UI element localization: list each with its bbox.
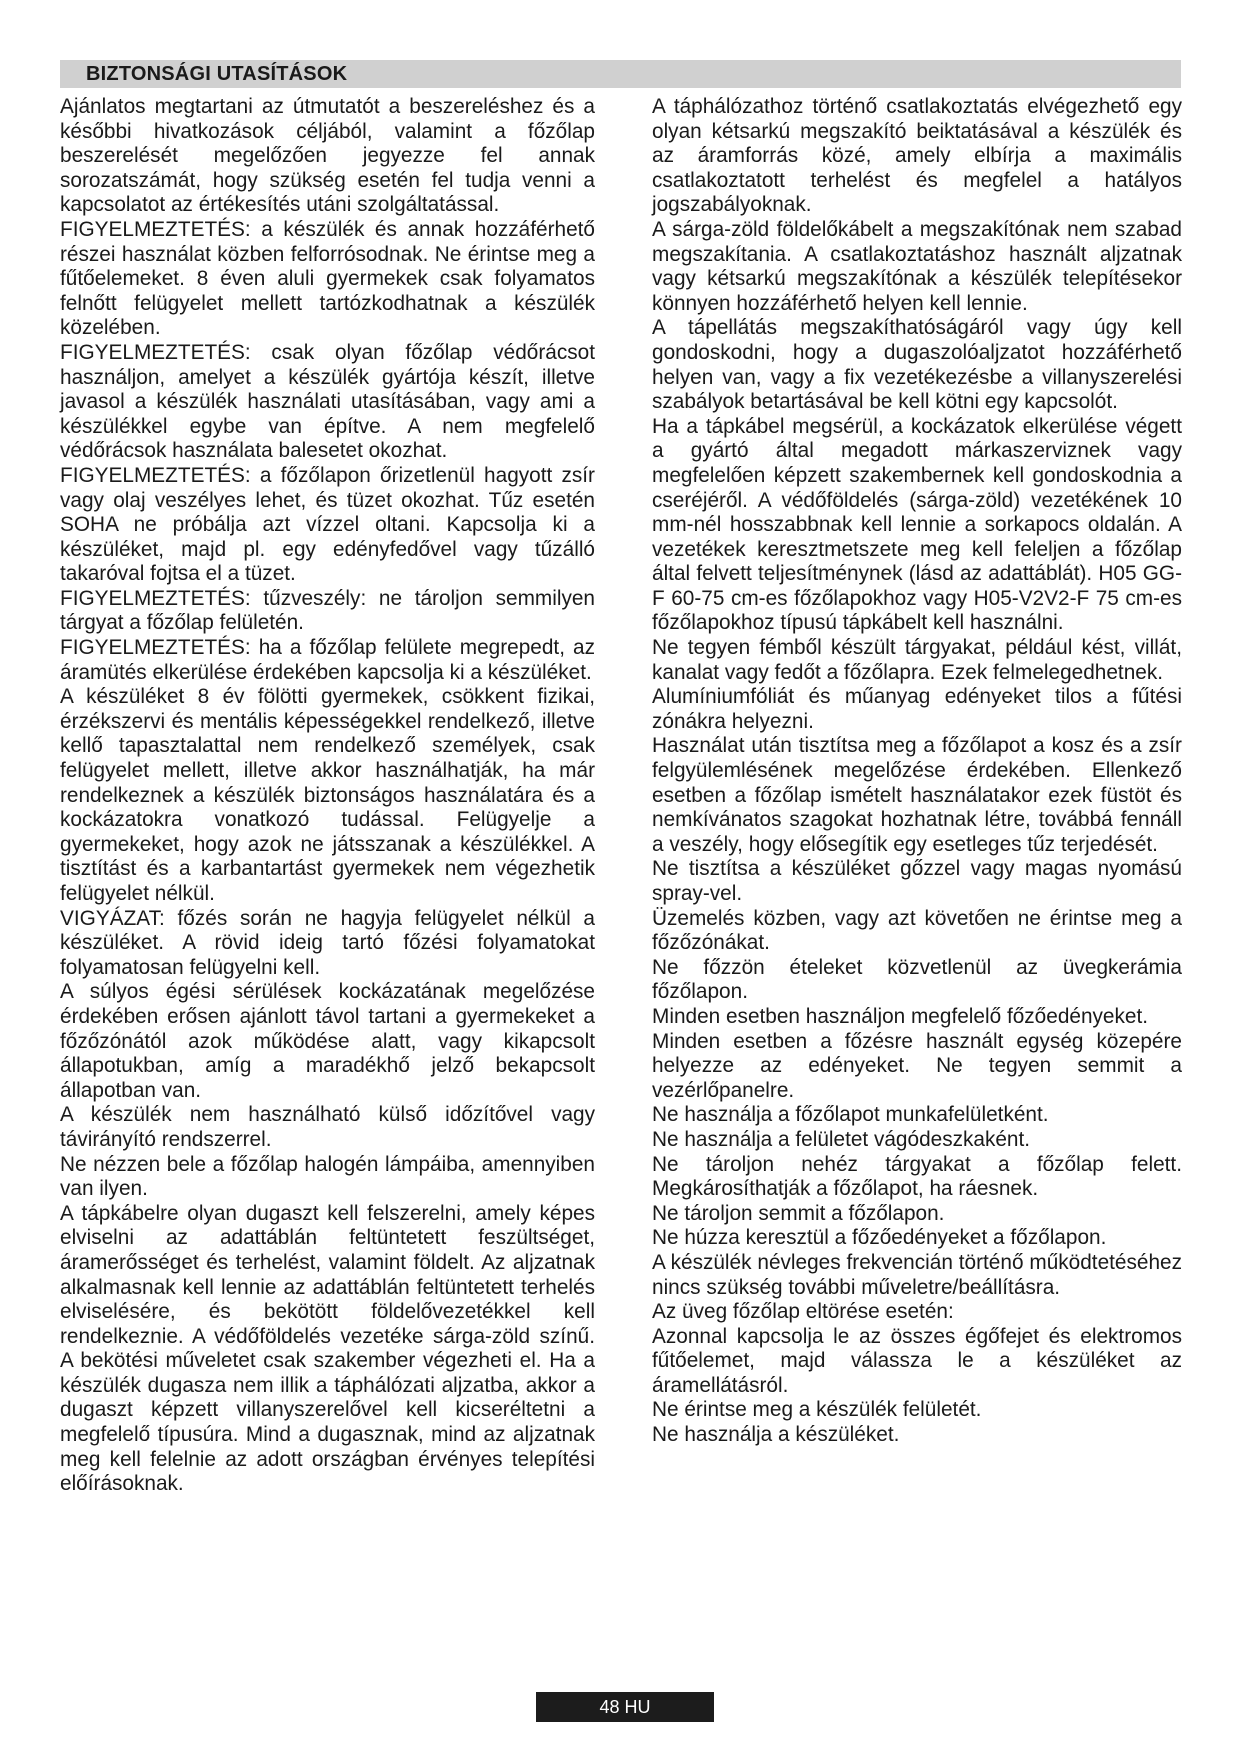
paragraph: FIGYELMEZTETÉS: a készülék és annak hozzáférhető részei használat közben felforrósodnak. Ne érintse meg a fűtőelemeket. 8 éven aluli gyermekek csak folyamatos felnőtt felügyelet mellett tartózkodhatnak a készülék közelében. — [60, 217, 595, 340]
left-column — [60, 95, 595, 1497]
paragraph: FIGYELMEZTETÉS: ha a főzőlap felülete megrepedt, az áramütés elkerülése érdekében kapcsolja ki a készüléket. — [60, 636, 595, 684]
paragraph: Ne használja a főzőlapot munkafelületként. — [652, 1103, 1049, 1127]
paragraph: A készüléket 8 év fölötti gyermekek, csökkent fizikai, érzékszervi és mentális képességekkel rendelkező, illetve kellő tapasztalattal nem rendelkező személyek, csak felügyelet mellett, illetve akkor használhatják, ha már rendelkeznek a készülék biztonságos használatára és a kockázatokra vonatkozó tudással. Felügyelje a gyermekeket, hogy azok ne játsszanak a készülékkel. A tisztítást és a karbantartást gyermekek nem végezhetik felügyelet nélkül. — [60, 685, 595, 905]
paragraph: A tápkábelre olyan dugaszt kell felszerelni, amely képes elviselni az adattáblán feltüntetett feszültséget, áramerősséget és terhelést, valamint földelt. Az aljzatnak alkalmasnak kell lennie az adattáblán feltüntetett terhelés elviselésére, és bekötött földelővezetékkel kell rendelkeznie. A védőföldelés vezetéke sárga-zöld színű. A bekötési műveletet csak szakember végezheti el. Ha a készülék dugasza nem illik a táphálózati aljzatba, akkor a dugaszt képzett villanyszerelővel kell kicseréltetni a megfelelő típusúra. Mind a dugasznak, mind az aljzatnak meg kell felelnie az adott országban érvényes telepítési előírásoknak. — [60, 1201, 595, 1496]
paragraph: Ne tegyen fémből készült tárgyakat, például kést, villát, kanalat vagy fedőt a főzőlapra. Ezek felmelegedhetnek. — [652, 636, 1182, 684]
page-number: 48 HU — [599, 1697, 651, 1717]
paragraph: Ne húzza keresztül a főzőedényeket a főzőlapon. — [652, 1226, 1107, 1250]
paragraph: A tápellátás megszakíthatóságáról vagy úgy kell gondoskodni, hogy a dugaszolóaljzatot hozzáférhető helyen van, vagy a fix vezetékezésbe a villanyszerelési szabályok betartásával be kell kötni egy kapcsolót. — [652, 316, 1182, 414]
paragraph: Üzemelés közben, vagy azt követően ne érintse meg a főzőzónákat. — [652, 906, 1182, 955]
paragraph: A sárga-zöld földelőkábelt a megszakítónak nem szabad megszakítania. A csatlakoztatáshoz használt aljzatnak vagy kétsarkú megszakítónak a készülék telepítésekor könnyen hozzáférhető helyen kell lennie. — [652, 217, 1182, 315]
section-header-bar — [60, 60, 1181, 88]
paragraph: FIGYELMEZTETÉS: a főzőlapon őrizetlenül hagyott zsír vagy olaj veszélyes lehet, és tüzet okozhat. Tűz esetén SOHA ne próbálja azt vízzel oltani. Kapcsolja ki a készüléket, majd pl. egy edényfedővel vagy tűzálló takaróval fojtsa el a tüzet. — [60, 463, 595, 586]
paragraph: FIGYELMEZTETÉS: tűzveszély: ne tároljon semmilyen tárgyat a főzőlap felületén. — [60, 586, 595, 635]
paragraph: A táphálózathoz történő csatlakoztatás elvégezhető egy olyan kétsarkú megszakító beiktatásával a készülék és az áramforrás közé, amely elbírja a maximális csatlakoztatott terhelést és megfelel a hatályos jogszabályoknak. — [652, 95, 1182, 217]
paragraph: Azonnal kapcsolja le az összes égőfejet és elektromos fűtőelemet, majd válassza le a készüléket az áramellátásról. — [652, 1324, 1182, 1397]
page-number-box — [536, 1692, 714, 1722]
paragraph: Ne tisztítsa a készüléket gőzzel vagy magas nyomású spray-vel. — [652, 857, 1182, 905]
paragraph: FIGYELMEZTETÉS: csak olyan főzőlap védőrácsot használjon, amelyet a készülék gyártója készít, illetve javasol a készülék használati utasításában, vagy ami a készülékkel egybe van építve. A nem megfelelő védőrácsok használata balesetet okozhat. — [60, 340, 595, 463]
paragraph: Használat után tisztítsa meg a főzőlapot a kosz és a zsír felgyülemlésének megelőzése érdekében. Ellenkező esetben a főzőlap ismételt használatakor ezek füstöt és nemkívánatos szagokat hozhatnak létre, továbbá fennáll a veszély, hogy elősegítik egy esetleges tűz terjedését. — [652, 734, 1182, 856]
paragraph: A készülék nem használható külső időzítővel vagy távirányító rendszerrel. — [60, 1103, 595, 1151]
paragraph: Ha a tápkábel megsérül, a kockázatok elkerülése végett a gyártó által megadott márkaszerviznek vagy megfelelően képzett szakembernek kell gondoskodnia a cseréjéről. A védőföldelés (sárga-zöld) vezetékének 10 mm-nél hosszabbnak kell lennie a sorkapocs oldalán. A vezetékek keresztmetszete meg kell feleljen a főzőlap által felvett teljesítménynek (lásd az adattáblát). H05 GG-F 60-75 cm-es főzőlapokhoz vagy H05-V2V2-F 75 cm-es főzőlapokhoz típusú tápkábelt kell használni. — [652, 414, 1182, 635]
paragraph: Ne érintse meg a készülék felületét. — [652, 1398, 982, 1422]
section-title: BIZTONSÁGI UTASÍTÁSOK — [86, 63, 348, 85]
paragraph: Ne használja a készüléket. — [652, 1423, 900, 1447]
paragraph: Alumíniumfóliát és műanyag edényeket tilos a fűtési zónákra helyezni. — [652, 685, 1182, 733]
paragraph: Ne főzzön ételeket közvetlenül az üvegkerámia főzőlapon. — [652, 955, 1182, 1004]
paragraph: Minden esetben a főzésre használt egység közepére helyezze az edényeket. Ne tegyen semmit a vezérlőpanelre. — [652, 1029, 1182, 1102]
paragraph: VIGYÁZAT: főzés során ne hagyja felügyelet nélkül a készüléket. A rövid ideig tartó főzési folyamatokat folyamatosan felügyelni kell. — [60, 906, 595, 979]
paragraph: Ne használja a felületet vágódeszkaként. — [652, 1127, 1031, 1151]
paragraph: Ne nézzen bele a főzőlap halogén lámpáiba, amennyiben van ilyen. — [60, 1152, 595, 1201]
right-column — [652, 95, 1182, 1448]
paragraph: A súlyos égési sérülések kockázatának megelőzése érdekében erősen ajánlott távol tartani a gyermekeket a főzőzónától azok működése alatt, vagy kikapcsolt állapotukban, amíg a maradékhő jelző bekapcsolt állapotban van. — [60, 980, 595, 1102]
paragraph: A készülék névleges frekvencián történő működtetéséhez nincs szükség további műveletre/beállításra. — [652, 1250, 1182, 1299]
paragraph: Az üveg főzőlap eltörése esetén: — [652, 1300, 954, 1324]
paragraph: Ne tároljon nehéz tárgyakat a főzőlap felett. Megkárosíthatják a főzőlapot, ha ráesnek. — [652, 1152, 1182, 1201]
paragraph: Ajánlatos megtartani az útmutatót a beszereléshez és a későbbi hivatkozások céljából, valamint a főzőlap beszerelését megelőzően jegyezze fel annak sorozatszámát, hogy szükség esetén fel tudja venni a kapcsolatot az értékesítés utáni szolgáltatással. — [60, 95, 595, 217]
paragraph: Minden esetben használjon megfelelő főzőedényeket. — [652, 1004, 1148, 1028]
paragraph: Ne tároljon semmit a főzőlapon. — [652, 1201, 945, 1225]
